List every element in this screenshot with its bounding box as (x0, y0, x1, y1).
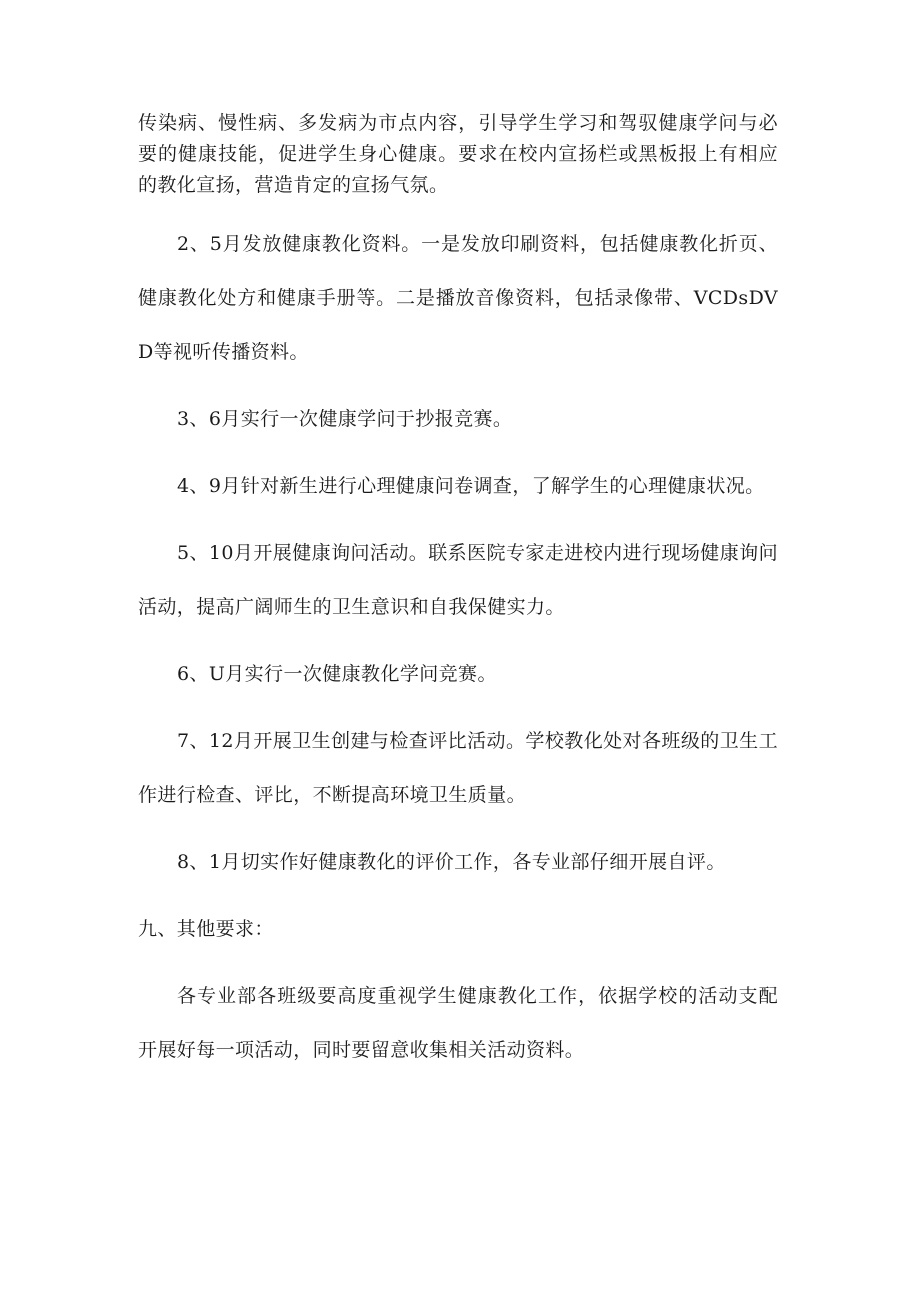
document-body (138, 108, 778, 1077)
paragraph-item-8: 8、1月切实作好健康教化的评价工作，各专业部仔细开展自评。 (176, 851, 726, 873)
paragraph-requirements: 各专业部各班级要高度重视学生健康教化工作，依据学校的活动支配开展好每一项活动，同时要留意收集相关活动资料。 (138, 985, 778, 1061)
paragraph-item-4: 4、9月针对新生进行心理健康问卷调查，了解学生的心理健康状况。 (176, 475, 765, 497)
paragraph-item-2: 2、5月发放健康教化资料。一是发放印刷资料，包括健康教化折页、健康教化处方和健康手册等。二是播放音像资料，包括录像带、VCDsDVD等视听传播资料。 (138, 233, 778, 363)
paragraph-item-6: 6、U月实行一次健康教化学问竞赛。 (176, 663, 497, 685)
section-heading-other-requirements: 九、其他要求： (138, 918, 274, 940)
paragraph-continuation: 传染病、慢性病、多发病为市点内容，引导学生学习和驾驭健康学问与必要的健康技能，促进学生身心健康。要求在校内宣扬栏或黑板报上有相应的教化宣扬，营造肯定的宣扬气氛。 (138, 112, 778, 196)
paragraph-item-7: 7、12月开展卫生创建与检查评比活动。学校教化处对各班级的卫生工作进行检查、评比，不断提高环境卫生质量。 (138, 730, 778, 806)
paragraph-item-3: 3、6月实行一次健康学问于抄报竞赛。 (176, 408, 513, 430)
paragraph-item-5: 5、10月开展健康询问活动。联系医院专家走进校内进行现场健康询问活动，提高广阔师生的卫生意识和自我保健实力。 (138, 542, 778, 618)
